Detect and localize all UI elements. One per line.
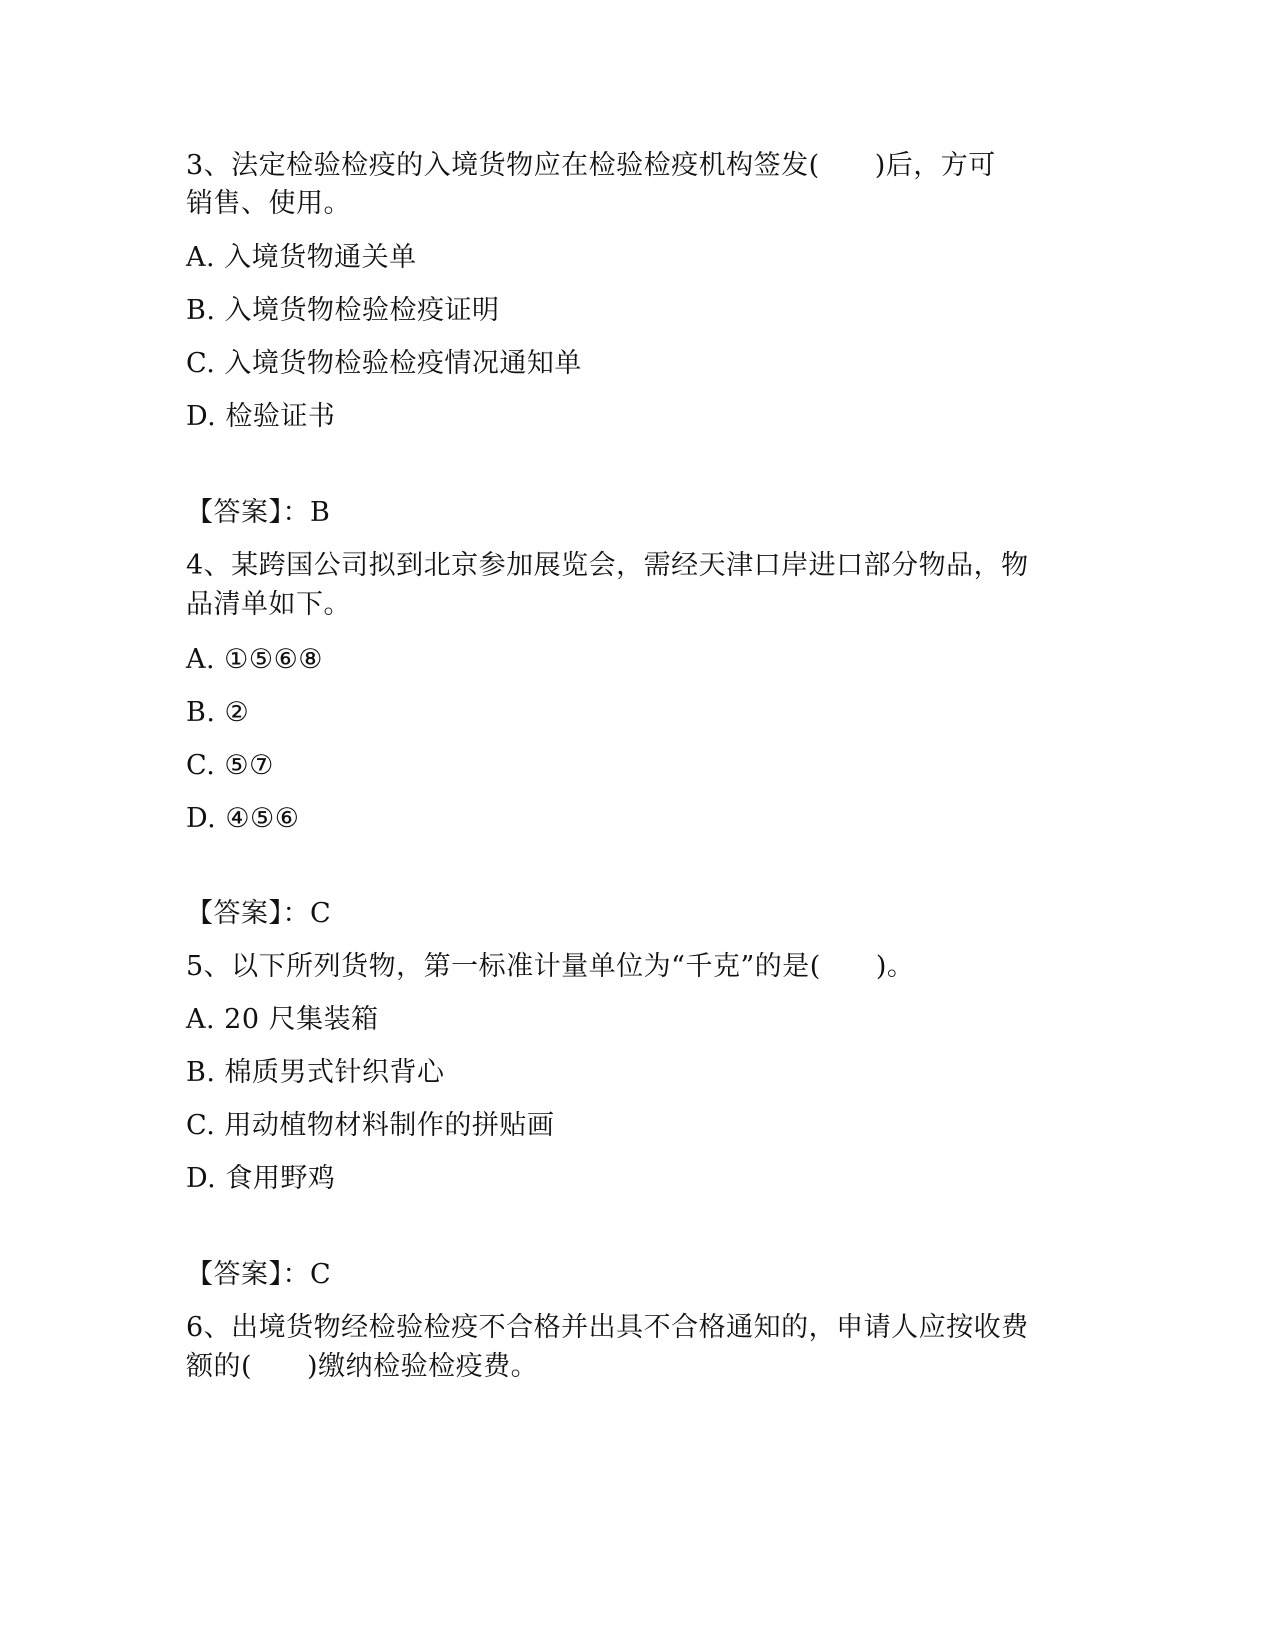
question-4-stem-line-2: 品清单如下。 <box>186 589 351 620</box>
question-3-stem-line-1: 3、法定检验检疫的入境货物应在检验检疫机构签发( )后，方可 <box>186 150 996 181</box>
question-5-stem-line-1: 5、以下所列货物，第一标准计量单位为“千克”的是( )。 <box>186 951 915 982</box>
question-4-stem-line-1: 4、某跨国公司拟到北京参加展览会，需经天津口岸进口部分物品，物 <box>186 550 1029 581</box>
question-3-option-c: C. 入境货物检验检疫情况通知单 <box>186 348 582 379</box>
question-3-option-b: B. 入境货物检验检疫证明 <box>186 295 500 326</box>
question-3-option-a: A. 入境货物通关单 <box>186 242 417 273</box>
question-5-option-b: B. 棉质男式针织背心 <box>186 1057 445 1088</box>
question-4-option-a: A. ①⑤⑥⑧ <box>186 644 323 675</box>
question-5-option-a: A. 20 尺集装箱 <box>186 1004 379 1035</box>
question-4-option-b: B. ② <box>186 697 250 728</box>
question-5-option-d: D. 食用野鸡 <box>186 1163 336 1194</box>
question-4-option-d: D. ④⑤⑥ <box>186 803 300 834</box>
question-5-answer: 【答案】：C <box>186 1259 332 1290</box>
question-6-stem-line-2: 额的( )缴纳检验检疫费。 <box>186 1351 539 1382</box>
question-4-option-c: C. ⑤⑦ <box>186 750 274 781</box>
question-4-answer: 【答案】：C <box>186 898 332 929</box>
question-3-option-d: D. 检验证书 <box>186 401 336 432</box>
question-5-option-c: C. 用动植物材料制作的拼贴画 <box>186 1110 555 1141</box>
question-3-answer: 【答案】：B <box>186 497 331 528</box>
question-3-stem-line-2: 销售、使用。 <box>186 188 351 219</box>
question-6-stem-line-1: 6、出境货物经检验检疫不合格并出具不合格通知的，申请人应按收费 <box>186 1312 1029 1343</box>
